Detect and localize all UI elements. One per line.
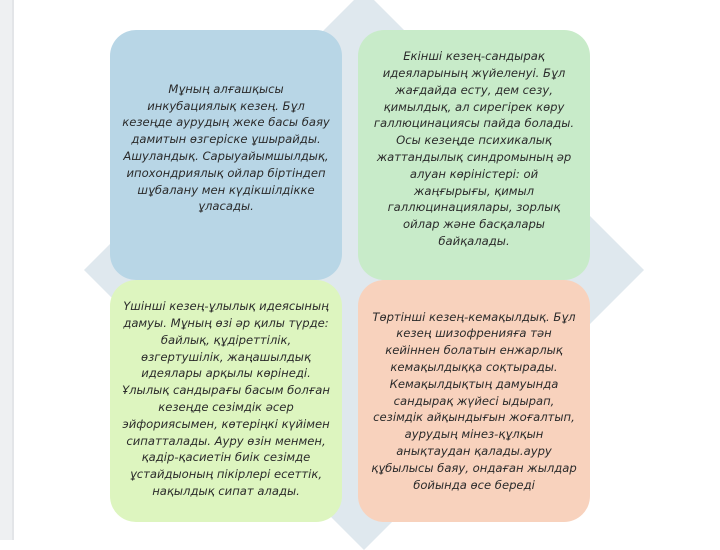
stage-card-3 — [110, 280, 342, 522]
stage-card-1 — [110, 30, 342, 280]
stage-card-4-text: Төртінші кезең-кемақылдық. Бұл кезең шизофренияға тән кейіннен болатын енжарлық кемақылдыққа соқтырады. Кемақылдықтың дамуында сандырақ жүйесі ыдырап, сезімдік айқындығын жоғалтып, аурудың мінез-құлқын анықтаудан қалады.ауру құбылысы баяу, ондаған жылдар бойында өсе береді — [371, 309, 577, 492]
stage-card-1-text: Мұның алғашқысы инкубациялық кезең. Бұл кезеңде аурудың жеке басы баяу дамитын өзгеріске ұшырайды. Ашуландық. Сарыуайымшылдық, ипохондриялық ойлар біртіндеп шұбалану мен күдікшілдікке ұласады. — [122, 81, 330, 214]
stage-card-2-text: Екінші кезең-сандырақ идеяларының жүйеленуі. Бұл жағдайда есту, дем сезу, қимылдық, ал сирегірек көру галлюцинациясы пайда болады. Осы кезеңде психикалық жаттандылық синдромының әр алуан көріністері: ой жаңғырығы, қимыл галлюцинациялары, зорлық ойлар және басқалары байқалады. — [373, 49, 575, 248]
stage-card-2 — [358, 30, 590, 280]
stage-card-3-text: Үшінші кезең-ұлылық идеясының дамуы. Мұның өзі әр қилы түрде: байлық, құдіреттілік, өзгертушілік, жаңашылдық идеялары арқылы көрінеді. Ұлылық сандырағы басым болған кезеңде сезімдік әсер эйфориясымен, көтеріңкі күйімен сипатталады. Ауру өзін менмен, қадір-қасиетін биік сезімде ұстайдыоның пікірлері есеттік, нақылдық сипат алады. — [122, 299, 330, 498]
stage-card-4 — [358, 280, 590, 522]
